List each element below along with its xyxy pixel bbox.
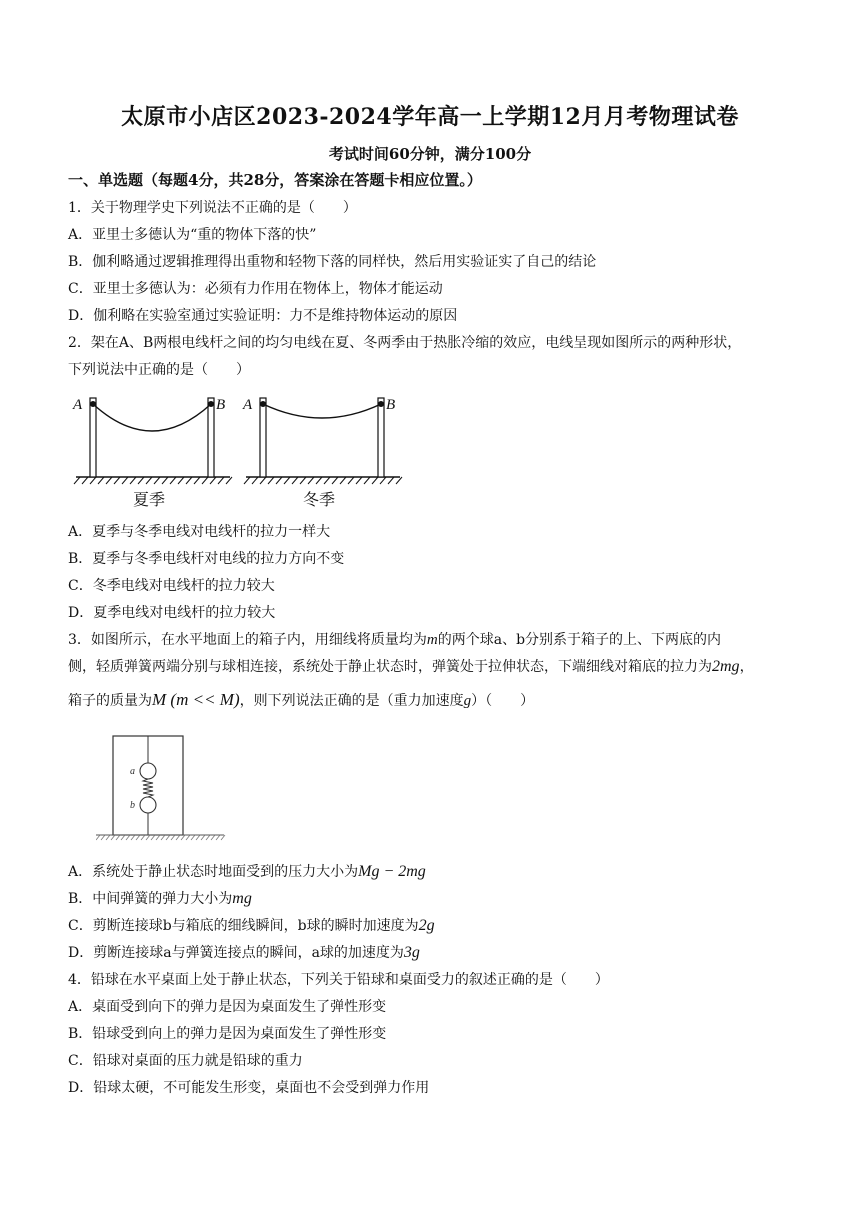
label-ball-b: b <box>130 800 135 811</box>
q3-option-d-math: 3g <box>403 944 420 961</box>
q3-stem1-text: 3．如图所示，在水平地面上的箱子内，用细线将质量均为 <box>68 632 427 648</box>
q3-option-b <box>68 889 252 909</box>
q3-option-d <box>68 943 420 963</box>
q1-option-c: C．亚里士多德认为：必须有力作用在物体上，物体才能运动 <box>68 281 443 297</box>
q4-option-b: B．铅球受到向上的弹力是因为桌面发生了弹性形变 <box>68 1026 387 1042</box>
q2-option-a: A．夏季与冬季电线对电线杆的拉力一样大 <box>68 524 331 540</box>
q4-option-a: A．桌面受到向下的弹力是因为桌面发生了弹性形变 <box>68 999 387 1015</box>
q2-stem-line1: 2．架在A、B两根电线杆之间的均匀电线在夏、冬两季由于热胀冷缩的效应，电线呈现如图所示的两种形状， <box>68 335 742 351</box>
label-a-winter: A <box>243 397 253 413</box>
q4-option-c: C．铅球对桌面的压力就是铅球的重力 <box>68 1053 303 1069</box>
q2-stem-line2: 下列说法中正确的是（ ） <box>68 362 250 378</box>
q2-option-d: D．夏季电线对电线杆的拉力较大 <box>68 605 276 621</box>
q3-stem2-force: 2mg <box>712 658 740 675</box>
label-a-summer: A <box>73 397 83 413</box>
q3-stem-line2 <box>68 657 754 677</box>
wire-winter <box>263 404 381 418</box>
q3-option-b-text: B．中间弹簧的弹力大小为 <box>68 891 233 907</box>
pole-b-summer <box>208 398 214 477</box>
label-b-summer: B <box>216 397 226 413</box>
q1-option-d: D．伽利略在实验室通过实验证明：力不是维持物体运动的原因 <box>68 308 458 324</box>
q1-option-a: A．亚里士多德认为“重的物体下落的快” <box>68 227 317 243</box>
q1-option-b: B．伽利略通过逻辑推理得出重物和轻物下落的同样快，然后用实验证实了自己的结论 <box>68 254 597 270</box>
q2-option-b: B．夏季与冬季电线杆对电线的拉力方向不变 <box>68 551 345 567</box>
section-heading: 一、单选题（每题4分，共28分，答案涂在答题卡相应位置。） <box>68 171 482 189</box>
q3-figure <box>96 734 226 850</box>
label-winter: 冬季 <box>303 490 336 509</box>
q3-stem-line3 <box>68 690 534 711</box>
q3-stem3-text: 箱子的质量为 <box>68 693 152 709</box>
label-summer: 夏季 <box>133 490 166 509</box>
q3-stem3-mass-relation: M (m << M) <box>152 690 240 709</box>
q3-stem2-text: 侧，轻质弹簧两端分别与球相连接，系统处于静止状态时，弹簧处于拉伸状态，下端细线对箱底的拉力为 <box>68 659 712 675</box>
q3-stem3-g: g <box>463 693 472 709</box>
ball-b <box>140 797 156 813</box>
q2-option-c: C．冬季电线对电线杆的拉力较大 <box>68 578 275 594</box>
q3-option-a-text: A．系统处于静止状态时地面受到的压力大小为 <box>68 864 359 880</box>
q3-stem2-end: ， <box>739 659 754 675</box>
q3-stem-line1 <box>68 630 721 650</box>
exam-subtitle: 考试时间60分钟，满分100分 <box>328 145 532 163</box>
q3-stem3-text-b: ，则下列说法正确的是（重力加速度 <box>239 693 464 709</box>
q3-stem1-mass: m <box>426 632 438 648</box>
q3-stem1-text-b: 的两个球a、b分别系于箱子的上、下两底的内 <box>437 632 722 648</box>
q3-option-c-math: 2g <box>418 917 435 934</box>
q3-option-c <box>68 916 435 936</box>
ball-a <box>140 763 156 779</box>
q4-option-d: D．铅球太硬，不可能发生形变，桌面也不会受到弹力作用 <box>68 1080 430 1096</box>
q3-option-a-math: Mg − 2mg <box>358 863 426 880</box>
q3-option-d-text: D．剪断连接球a与弹簧连接点的瞬间，a球的加速度为 <box>68 945 404 961</box>
q3-option-b-math: mg <box>232 890 252 907</box>
exam-title: 太原市小店区2023-2024学年高一上学期12月月考物理试卷 <box>121 104 739 130</box>
q4-stem: 4．铅球在水平桌面上处于静止状态，下列关于铅球和桌面受力的叙述正确的是（ ） <box>68 972 609 988</box>
q1-stem: 1．关于物理学史下列说法不正确的是（ ） <box>68 200 357 216</box>
pole-b-winter <box>378 398 384 477</box>
q2-figure <box>68 388 418 516</box>
q3-option-a <box>68 862 426 882</box>
winter-diagram <box>242 397 402 509</box>
q3-stem3-text-c: ）（ ） <box>471 693 535 709</box>
pole-a-summer <box>90 398 96 477</box>
pole-a-winter <box>260 398 266 477</box>
label-ball-a: a <box>130 766 135 777</box>
q3-option-c-text: C．剪断连接球b与箱底的细线瞬间，b球的瞬时加速度为 <box>68 918 419 934</box>
summer-diagram <box>72 397 232 509</box>
label-b-winter: B <box>386 397 396 413</box>
wire-summer <box>93 404 211 431</box>
